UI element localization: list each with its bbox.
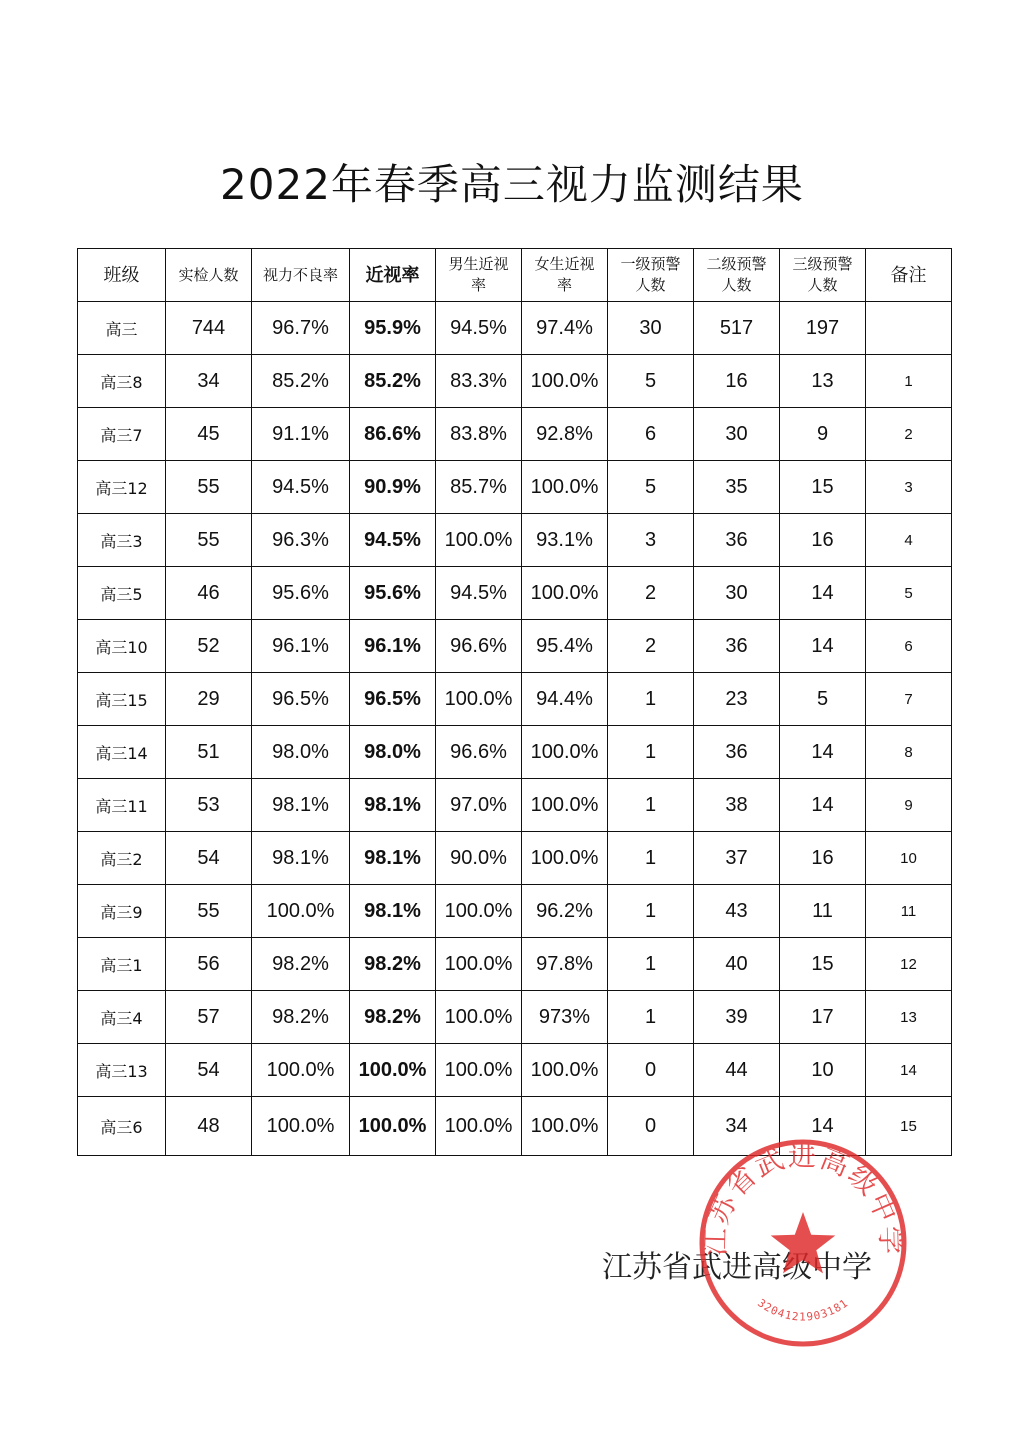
cell-examined-count: 54 <box>166 1044 252 1097</box>
cell-female-myopia-rate: 92.8% <box>522 408 608 461</box>
cell-examined-count: 52 <box>166 620 252 673</box>
cell-myopia-rate: 94.5% <box>350 514 436 567</box>
cell-myopia-rate: 86.6% <box>350 408 436 461</box>
cell-male-myopia-rate: 100.0% <box>436 1044 522 1097</box>
cell-class: 高三13 <box>78 1044 166 1097</box>
cell-level3-warning: 9 <box>780 408 866 461</box>
cell-level2-warning: 36 <box>694 620 780 673</box>
cell-examined-count: 55 <box>166 514 252 567</box>
cell-poor-vision-rate: 100.0% <box>252 1097 350 1156</box>
cell-examined-count: 45 <box>166 408 252 461</box>
table-row <box>78 885 952 938</box>
cell-level3-warning: 14 <box>780 620 866 673</box>
cell-remarks: 9 <box>866 779 952 832</box>
cell-poor-vision-rate: 98.1% <box>252 779 350 832</box>
table-row <box>78 673 952 726</box>
cell-myopia-rate: 96.5% <box>350 673 436 726</box>
cell-level2-warning: 30 <box>694 567 780 620</box>
svg-text:3204121903181 <box>755 1296 851 1323</box>
header-level1-warning: 一级预警人数 <box>608 249 694 302</box>
cell-female-myopia-rate: 100.0% <box>522 779 608 832</box>
cell-myopia-rate: 100.0% <box>350 1044 436 1097</box>
cell-remarks: 14 <box>866 1044 952 1097</box>
cell-remarks: 13 <box>866 991 952 1044</box>
cell-remarks: 1 <box>866 355 952 408</box>
cell-poor-vision-rate: 100.0% <box>252 885 350 938</box>
cell-examined-count: 51 <box>166 726 252 779</box>
cell-level1-warning: 0 <box>608 1097 694 1156</box>
cell-male-myopia-rate: 94.5% <box>436 302 522 355</box>
cell-poor-vision-rate: 98.2% <box>252 991 350 1044</box>
cell-poor-vision-rate: 96.5% <box>252 673 350 726</box>
table-header-row <box>78 249 952 302</box>
cell-level3-warning: 14 <box>780 779 866 832</box>
cell-poor-vision-rate: 98.0% <box>252 726 350 779</box>
cell-level3-warning: 15 <box>780 938 866 991</box>
cell-remarks: 7 <box>866 673 952 726</box>
cell-female-myopia-rate: 100.0% <box>522 832 608 885</box>
cell-poor-vision-rate: 96.7% <box>252 302 350 355</box>
cell-female-myopia-rate: 100.0% <box>522 1044 608 1097</box>
cell-class: 高三6 <box>78 1097 166 1156</box>
cell-male-myopia-rate: 100.0% <box>436 991 522 1044</box>
cell-male-myopia-rate: 97.0% <box>436 779 522 832</box>
cell-myopia-rate: 90.9% <box>350 461 436 514</box>
cell-level2-warning: 35 <box>694 461 780 514</box>
cell-level2-warning: 23 <box>694 673 780 726</box>
cell-class: 高三10 <box>78 620 166 673</box>
cell-myopia-rate: 98.2% <box>350 991 436 1044</box>
cell-level1-warning: 1 <box>608 726 694 779</box>
cell-level1-warning: 1 <box>608 991 694 1044</box>
cell-level3-warning: 14 <box>780 1097 866 1156</box>
cell-female-myopia-rate: 97.4% <box>522 302 608 355</box>
cell-remarks: 4 <box>866 514 952 567</box>
cell-level1-warning: 2 <box>608 567 694 620</box>
cell-female-myopia-rate: 95.4% <box>522 620 608 673</box>
cell-level2-warning: 36 <box>694 726 780 779</box>
cell-level3-warning: 13 <box>780 355 866 408</box>
cell-remarks <box>866 302 952 355</box>
cell-female-myopia-rate: 973% <box>522 991 608 1044</box>
cell-male-myopia-rate: 100.0% <box>436 1097 522 1156</box>
header-female-myopia-rate: 女生近视率 <box>522 249 608 302</box>
table-row <box>78 726 952 779</box>
cell-level3-warning: 11 <box>780 885 866 938</box>
cell-level1-warning: 6 <box>608 408 694 461</box>
cell-poor-vision-rate: 98.2% <box>252 938 350 991</box>
cell-level2-warning: 39 <box>694 991 780 1044</box>
cell-poor-vision-rate: 98.1% <box>252 832 350 885</box>
cell-male-myopia-rate: 83.3% <box>436 355 522 408</box>
cell-myopia-rate: 98.1% <box>350 779 436 832</box>
cell-examined-count: 56 <box>166 938 252 991</box>
cell-female-myopia-rate: 100.0% <box>522 461 608 514</box>
cell-level1-warning: 1 <box>608 779 694 832</box>
cell-female-myopia-rate: 93.1% <box>522 514 608 567</box>
table-row <box>78 938 952 991</box>
cell-level2-warning: 517 <box>694 302 780 355</box>
cell-myopia-rate: 98.1% <box>350 885 436 938</box>
cell-myopia-rate: 98.2% <box>350 938 436 991</box>
cell-level2-warning: 44 <box>694 1044 780 1097</box>
cell-poor-vision-rate: 91.1% <box>252 408 350 461</box>
cell-level1-warning: 1 <box>608 938 694 991</box>
cell-level2-warning: 40 <box>694 938 780 991</box>
cell-level2-warning: 37 <box>694 832 780 885</box>
cell-poor-vision-rate: 94.5% <box>252 461 350 514</box>
cell-level1-warning: 5 <box>608 355 694 408</box>
cell-level3-warning: 197 <box>780 302 866 355</box>
cell-level2-warning: 43 <box>694 885 780 938</box>
table-row <box>78 620 952 673</box>
cell-poor-vision-rate: 96.1% <box>252 620 350 673</box>
cell-myopia-rate: 98.0% <box>350 726 436 779</box>
table-row <box>78 1044 952 1097</box>
cell-remarks: 3 <box>866 461 952 514</box>
cell-level2-warning: 34 <box>694 1097 780 1156</box>
cell-male-myopia-rate: 90.0% <box>436 832 522 885</box>
table-row <box>78 514 952 567</box>
seal-star-icon <box>771 1212 836 1273</box>
header-level2-warning: 二级预警人数 <box>694 249 780 302</box>
cell-class: 高三2 <box>78 832 166 885</box>
cell-class: 高三11 <box>78 779 166 832</box>
cell-class: 高三15 <box>78 673 166 726</box>
cell-level3-warning: 16 <box>780 514 866 567</box>
cell-myopia-rate: 100.0% <box>350 1097 436 1156</box>
cell-myopia-rate: 95.6% <box>350 567 436 620</box>
cell-level3-warning: 16 <box>780 832 866 885</box>
cell-class: 高三4 <box>78 991 166 1044</box>
cell-examined-count: 48 <box>166 1097 252 1156</box>
cell-remarks: 5 <box>866 567 952 620</box>
cell-male-myopia-rate: 100.0% <box>436 885 522 938</box>
cell-level2-warning: 36 <box>694 514 780 567</box>
header-level3-warning: 三级预警人数 <box>780 249 866 302</box>
cell-poor-vision-rate: 96.3% <box>252 514 350 567</box>
cell-male-myopia-rate: 96.6% <box>436 726 522 779</box>
document-title: 2022年春季高三视力监测结果 <box>220 160 804 209</box>
seal-code: 3204121903181 <box>755 1296 851 1324</box>
cell-level1-warning: 1 <box>608 832 694 885</box>
cell-male-myopia-rate: 83.8% <box>436 408 522 461</box>
cell-female-myopia-rate: 94.4% <box>522 673 608 726</box>
cell-level1-warning: 1 <box>608 673 694 726</box>
cell-level3-warning: 14 <box>780 567 866 620</box>
cell-male-myopia-rate: 96.6% <box>436 620 522 673</box>
cell-female-myopia-rate: 100.0% <box>522 567 608 620</box>
cell-examined-count: 55 <box>166 461 252 514</box>
cell-examined-count: 54 <box>166 832 252 885</box>
vision-results-table <box>77 248 952 1156</box>
cell-level1-warning: 2 <box>608 620 694 673</box>
cell-examined-count: 29 <box>166 673 252 726</box>
cell-class: 高三3 <box>78 514 166 567</box>
cell-male-myopia-rate: 100.0% <box>436 673 522 726</box>
table-row <box>78 302 952 355</box>
header-poor-vision-rate: 视力不良率 <box>252 249 350 302</box>
cell-remarks: 8 <box>866 726 952 779</box>
cell-level1-warning: 3 <box>608 514 694 567</box>
table-row <box>78 832 952 885</box>
cell-level2-warning: 38 <box>694 779 780 832</box>
cell-level3-warning: 15 <box>780 461 866 514</box>
cell-class: 高三7 <box>78 408 166 461</box>
cell-class: 高三1 <box>78 938 166 991</box>
cell-level3-warning: 14 <box>780 726 866 779</box>
table-row <box>78 567 952 620</box>
cell-class: 高三5 <box>78 567 166 620</box>
cell-male-myopia-rate: 100.0% <box>436 938 522 991</box>
cell-level2-warning: 16 <box>694 355 780 408</box>
cell-remarks: 10 <box>866 832 952 885</box>
cell-male-myopia-rate: 85.7% <box>436 461 522 514</box>
cell-examined-count: 55 <box>166 885 252 938</box>
cell-level1-warning: 1 <box>608 885 694 938</box>
cell-examined-count: 46 <box>166 567 252 620</box>
table-row <box>78 779 952 832</box>
cell-female-myopia-rate: 100.0% <box>522 1097 608 1156</box>
table-row <box>78 461 952 514</box>
cell-male-myopia-rate: 100.0% <box>436 514 522 567</box>
cell-class: 高三9 <box>78 885 166 938</box>
cell-male-myopia-rate: 94.5% <box>436 567 522 620</box>
cell-remarks: 6 <box>866 620 952 673</box>
cell-level3-warning: 17 <box>780 991 866 1044</box>
table-row <box>78 355 952 408</box>
cell-female-myopia-rate: 97.8% <box>522 938 608 991</box>
cell-level3-warning: 5 <box>780 673 866 726</box>
cell-myopia-rate: 96.1% <box>350 620 436 673</box>
cell-remarks: 2 <box>866 408 952 461</box>
seal-school-name: 江苏省武进高级中学 <box>698 1139 908 1257</box>
cell-myopia-rate: 85.2% <box>350 355 436 408</box>
cell-female-myopia-rate: 96.2% <box>522 885 608 938</box>
cell-class: 高三 <box>78 302 166 355</box>
header-remarks: 备注 <box>866 249 952 302</box>
cell-class: 高三12 <box>78 461 166 514</box>
cell-examined-count: 57 <box>166 991 252 1044</box>
cell-poor-vision-rate: 100.0% <box>252 1044 350 1097</box>
cell-examined-count: 744 <box>166 302 252 355</box>
cell-myopia-rate: 98.1% <box>350 832 436 885</box>
cell-level1-warning: 0 <box>608 1044 694 1097</box>
cell-level3-warning: 10 <box>780 1044 866 1097</box>
cell-class: 高三14 <box>78 726 166 779</box>
cell-female-myopia-rate: 100.0% <box>522 355 608 408</box>
header-male-myopia-rate: 男生近视率 <box>436 249 522 302</box>
cell-examined-count: 53 <box>166 779 252 832</box>
cell-level1-warning: 30 <box>608 302 694 355</box>
school-signature: 江苏省武进高级中学 <box>602 1250 872 1285</box>
cell-poor-vision-rate: 85.2% <box>252 355 350 408</box>
cell-female-myopia-rate: 100.0% <box>522 726 608 779</box>
cell-examined-count: 34 <box>166 355 252 408</box>
school-seal-stamp <box>696 1136 910 1350</box>
header-myopia-rate: 近视率 <box>350 249 436 302</box>
cell-class: 高三8 <box>78 355 166 408</box>
cell-level1-warning: 5 <box>608 461 694 514</box>
table-row <box>78 408 952 461</box>
cell-myopia-rate: 95.9% <box>350 302 436 355</box>
header-examined-count: 实检人数 <box>166 249 252 302</box>
cell-remarks: 12 <box>866 938 952 991</box>
cell-remarks: 15 <box>866 1097 952 1156</box>
cell-level2-warning: 30 <box>694 408 780 461</box>
header-class: 班级 <box>78 249 166 302</box>
cell-poor-vision-rate: 95.6% <box>252 567 350 620</box>
table-row <box>78 991 952 1044</box>
cell-remarks: 11 <box>866 885 952 938</box>
